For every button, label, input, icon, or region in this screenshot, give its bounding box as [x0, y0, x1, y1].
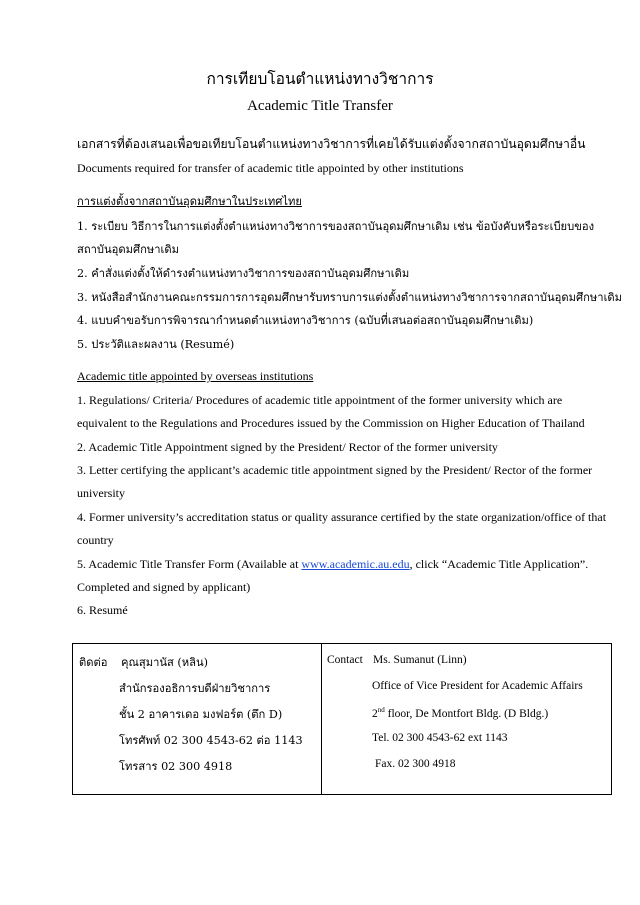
overseas-item-3-line-1: 3. Letter certifying the applicant’s academic title appointment signed by the President/ Rector of the former — [77, 463, 593, 477]
overseas-item-6: 6. Resumé — [77, 603, 128, 617]
overseas-item-4-line-2: country — [77, 533, 114, 547]
thai-item-5: 5. ประวัติและผลงาน (Resumé) — [77, 338, 235, 351]
contact-office-thai: สำนักรองอธิการบดีฝ่ายวิชาการ — [119, 682, 271, 695]
overseas-item-3-line-2: university — [77, 486, 125, 500]
overseas-item-4-line-1: 4. Former university’s accreditation status or quality assurance certified by the state organization/office of that — [77, 510, 607, 524]
academic-website-link[interactable]: www.academic.au.edu — [301, 557, 410, 571]
overseas-section-heading: Academic title appointed by overseas institutions — [77, 369, 314, 383]
thai-item-4: 4. แบบคำขอรับการพิจารณากำหนดตำแหน่งทางวิชาการ (ฉบับที่เสนอต่อสถาบันอุดมศึกษาเดิม) — [77, 314, 534, 327]
thai-item-3: 3. หนังสือสำนักงานคณะกรรมการการอุดมศึกษารับทราบการแต่งตั้งตำแหน่งทางวิชาการจากสถาบันอุดมศึกษาเดิม — [77, 291, 623, 304]
overseas-item-5-suffix: , click “Academic Title Application”. — [409, 557, 589, 571]
intro-english: Documents required for transfer of academic title appointed by other institutions — [77, 161, 464, 175]
overseas-item-2: 2. Academic Title Appointment signed by the President/ Rector of the former university — [77, 440, 498, 454]
contact-label-thai: ติดต่อ — [79, 656, 108, 669]
contact-box-divider — [321, 644, 322, 794]
contact-floor-thai: ชั้น 2 อาคารเดอ มงฟอร์ต (ตึก D) — [119, 708, 283, 721]
contact-name-english: Ms. Sumanut (Linn) — [373, 654, 467, 666]
overseas-item-5-prefix: 5. Academic Title Transfer Form (Available at — [77, 557, 302, 571]
contact-label-english: Contact — [327, 654, 363, 666]
overseas-item-1-line-1: 1. Regulations/ Criteria/ Procedures of academic title appointment of the former university which are — [77, 393, 563, 407]
page-title-english: Academic Title Transfer — [247, 98, 393, 114]
intro-thai: เอกสารที่ต้องเสนอเพื่อขอเทียบโอนตำแหน่งทางวิชาการที่เคยได้รับแต่งตั้งจากสถาบันอุดมศึกษาอื่น — [77, 137, 586, 151]
contact-phone-thai: โทรศัพท์ 02 300 4543-62 ต่อ 1143 — [119, 734, 303, 747]
contact-phone-english: Tel. 02 300 4543-62 ext 1143 — [372, 732, 508, 744]
contact-floor-english: 2nd floor, De Montfort Bldg. (D Bldg.) — [372, 706, 549, 720]
thai-item-1-line-1: 1. ระเบียบ วิธีการในการแต่งตั้งตำแหน่งทางวิชาการของสถาบันอุดมศึกษาเดิม เช่น ข้อบังคับหรือระเบียบของ — [77, 220, 595, 233]
overseas-item-5-line-1 — [77, 557, 588, 572]
thai-section-heading: การแต่งตั้งจากสถาบันอุดมศึกษาในประเทศไทย — [77, 195, 302, 208]
contact-fax-english: Fax. 02 300 4918 — [375, 758, 456, 770]
page-title-thai: การเทียบโอนตำแหน่งทางวิชาการ — [206, 70, 434, 88]
contact-fax-thai: โทรสาร 02 300 4918 — [119, 760, 233, 773]
contact-name-thai: คุณสุมานัส (หลิน) — [121, 656, 208, 669]
contact-office-english: Office of Vice President for Academic Affairs — [372, 680, 583, 692]
thai-item-1-line-2: สถาบันอุดมศึกษาเดิม — [77, 243, 179, 256]
thai-item-2: 2. คำสั่งแต่งตั้งให้ดำรงตำแหน่งทางวิชาการของสถาบันอุดมศึกษาเดิม — [77, 267, 410, 280]
overseas-item-1-line-2: equivalent to the Regulations and Procedures issued by the Commission on Higher Education of Thailand — [77, 416, 585, 430]
contact-box — [72, 643, 612, 795]
overseas-item-5-line-2: Completed and signed by applicant) — [77, 580, 251, 594]
